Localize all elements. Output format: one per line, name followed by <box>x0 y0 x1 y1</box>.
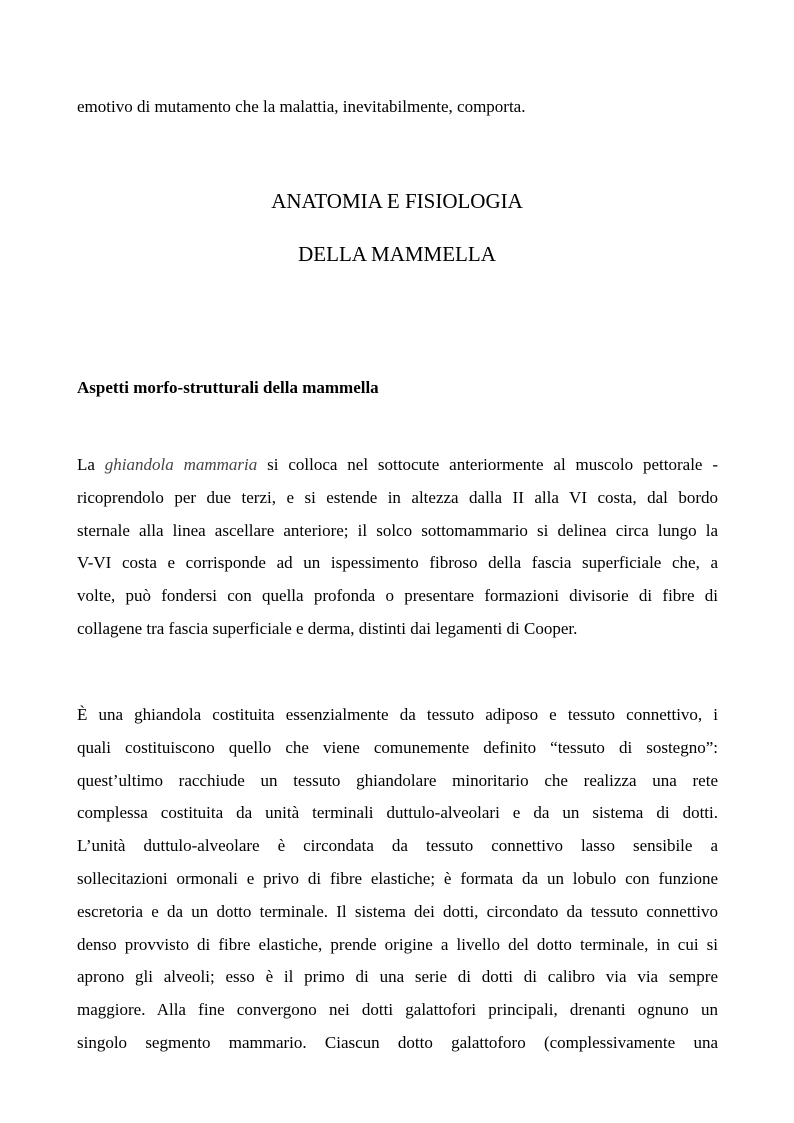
emphasized-term: ghiandola mammaria <box>104 455 258 474</box>
paragraph-1-line: ricoprendolo per due terzi, e si estende in altezza dalla II alla VI costa, dal bordo <box>77 487 718 507</box>
paragraph-2-line: maggiore. Alla fine convergono nei dotti galattofori principali, drenanti ognuno un <box>77 1000 718 1020</box>
paragraph-2-line: quest’ultimo racchiude un tessuto ghiandolare minoritario che realizza una rete <box>77 770 718 790</box>
paragraph-1-line-1-start: La <box>77 455 105 474</box>
paragraph-2-line: L’unità duttulo-alveolare è circondata da tessuto connettivo lasso sensibile a <box>77 836 718 856</box>
paragraph-1-line: sternale alla linea ascellare anteriore; il solco sottomammario si delinea circa lungo la <box>77 520 718 540</box>
paragraph-2-line: singolo segmento mammario. Ciascun dotto galattoforo (complessivamente una <box>77 1032 718 1052</box>
paragraph-2-line: quali costituiscono quello che viene comunemente definito “tessuto di sostegno”: <box>77 737 718 757</box>
paragraph-2 <box>77 699 718 1060</box>
paragraph-2-line: È una ghiandola costituita essenzialmente da tessuto adiposo e tessuto connettivo, i <box>77 705 718 724</box>
chapter-title-line-1: ANATOMIA E FISIOLOGIA <box>271 189 523 213</box>
paragraph-2-line: aprono gli alveoli; esso è il primo di una serie di dotti di calibro via via sempre <box>77 967 718 987</box>
paragraph-1-line-1-end: si colloca nel sottocute anteriormente al muscolo pettorale - <box>257 455 718 474</box>
paragraph-2-line: complessa costituita da unità terminali duttulo-alveolari e da un sistema di dotti. <box>77 803 718 823</box>
paragraph-1-line: collagene tra fascia superficiale e derma, distinti dai legamenti di Cooper. <box>77 618 578 638</box>
paragraph-1-line: V-VI costa e corrisponde ad un ispessimento fibroso della fascia superficiale che, a <box>77 553 718 573</box>
paragraph-2-line: sollecitazioni ormonali e privo di fibre elastiche; è formata da un lobulo con funzione <box>77 868 718 888</box>
chapter-title-line-2: DELLA MAMMELLA <box>298 242 496 266</box>
section-heading: Aspetti morfo-strutturali della mammella <box>77 378 379 397</box>
paragraph-1 <box>77 449 718 646</box>
paragraph-2-line: escretoria e da un dotto terminale. Il sistema dei dotti, circondato da tessuto connettivo <box>77 901 718 921</box>
continuation-text: emotivo di mutamento che la malattia, inevitabilmente, comporta. <box>77 97 526 116</box>
paragraph-1-line: volte, può fondersi con quella profonda o presentare formazioni divisorie di fibre di <box>77 586 718 606</box>
paragraph-2-line: denso provvisto di fibre elastiche, prende origine a livello del dotto terminale, in cui si <box>77 934 718 954</box>
paragraph-1-line-1 <box>77 449 718 482</box>
